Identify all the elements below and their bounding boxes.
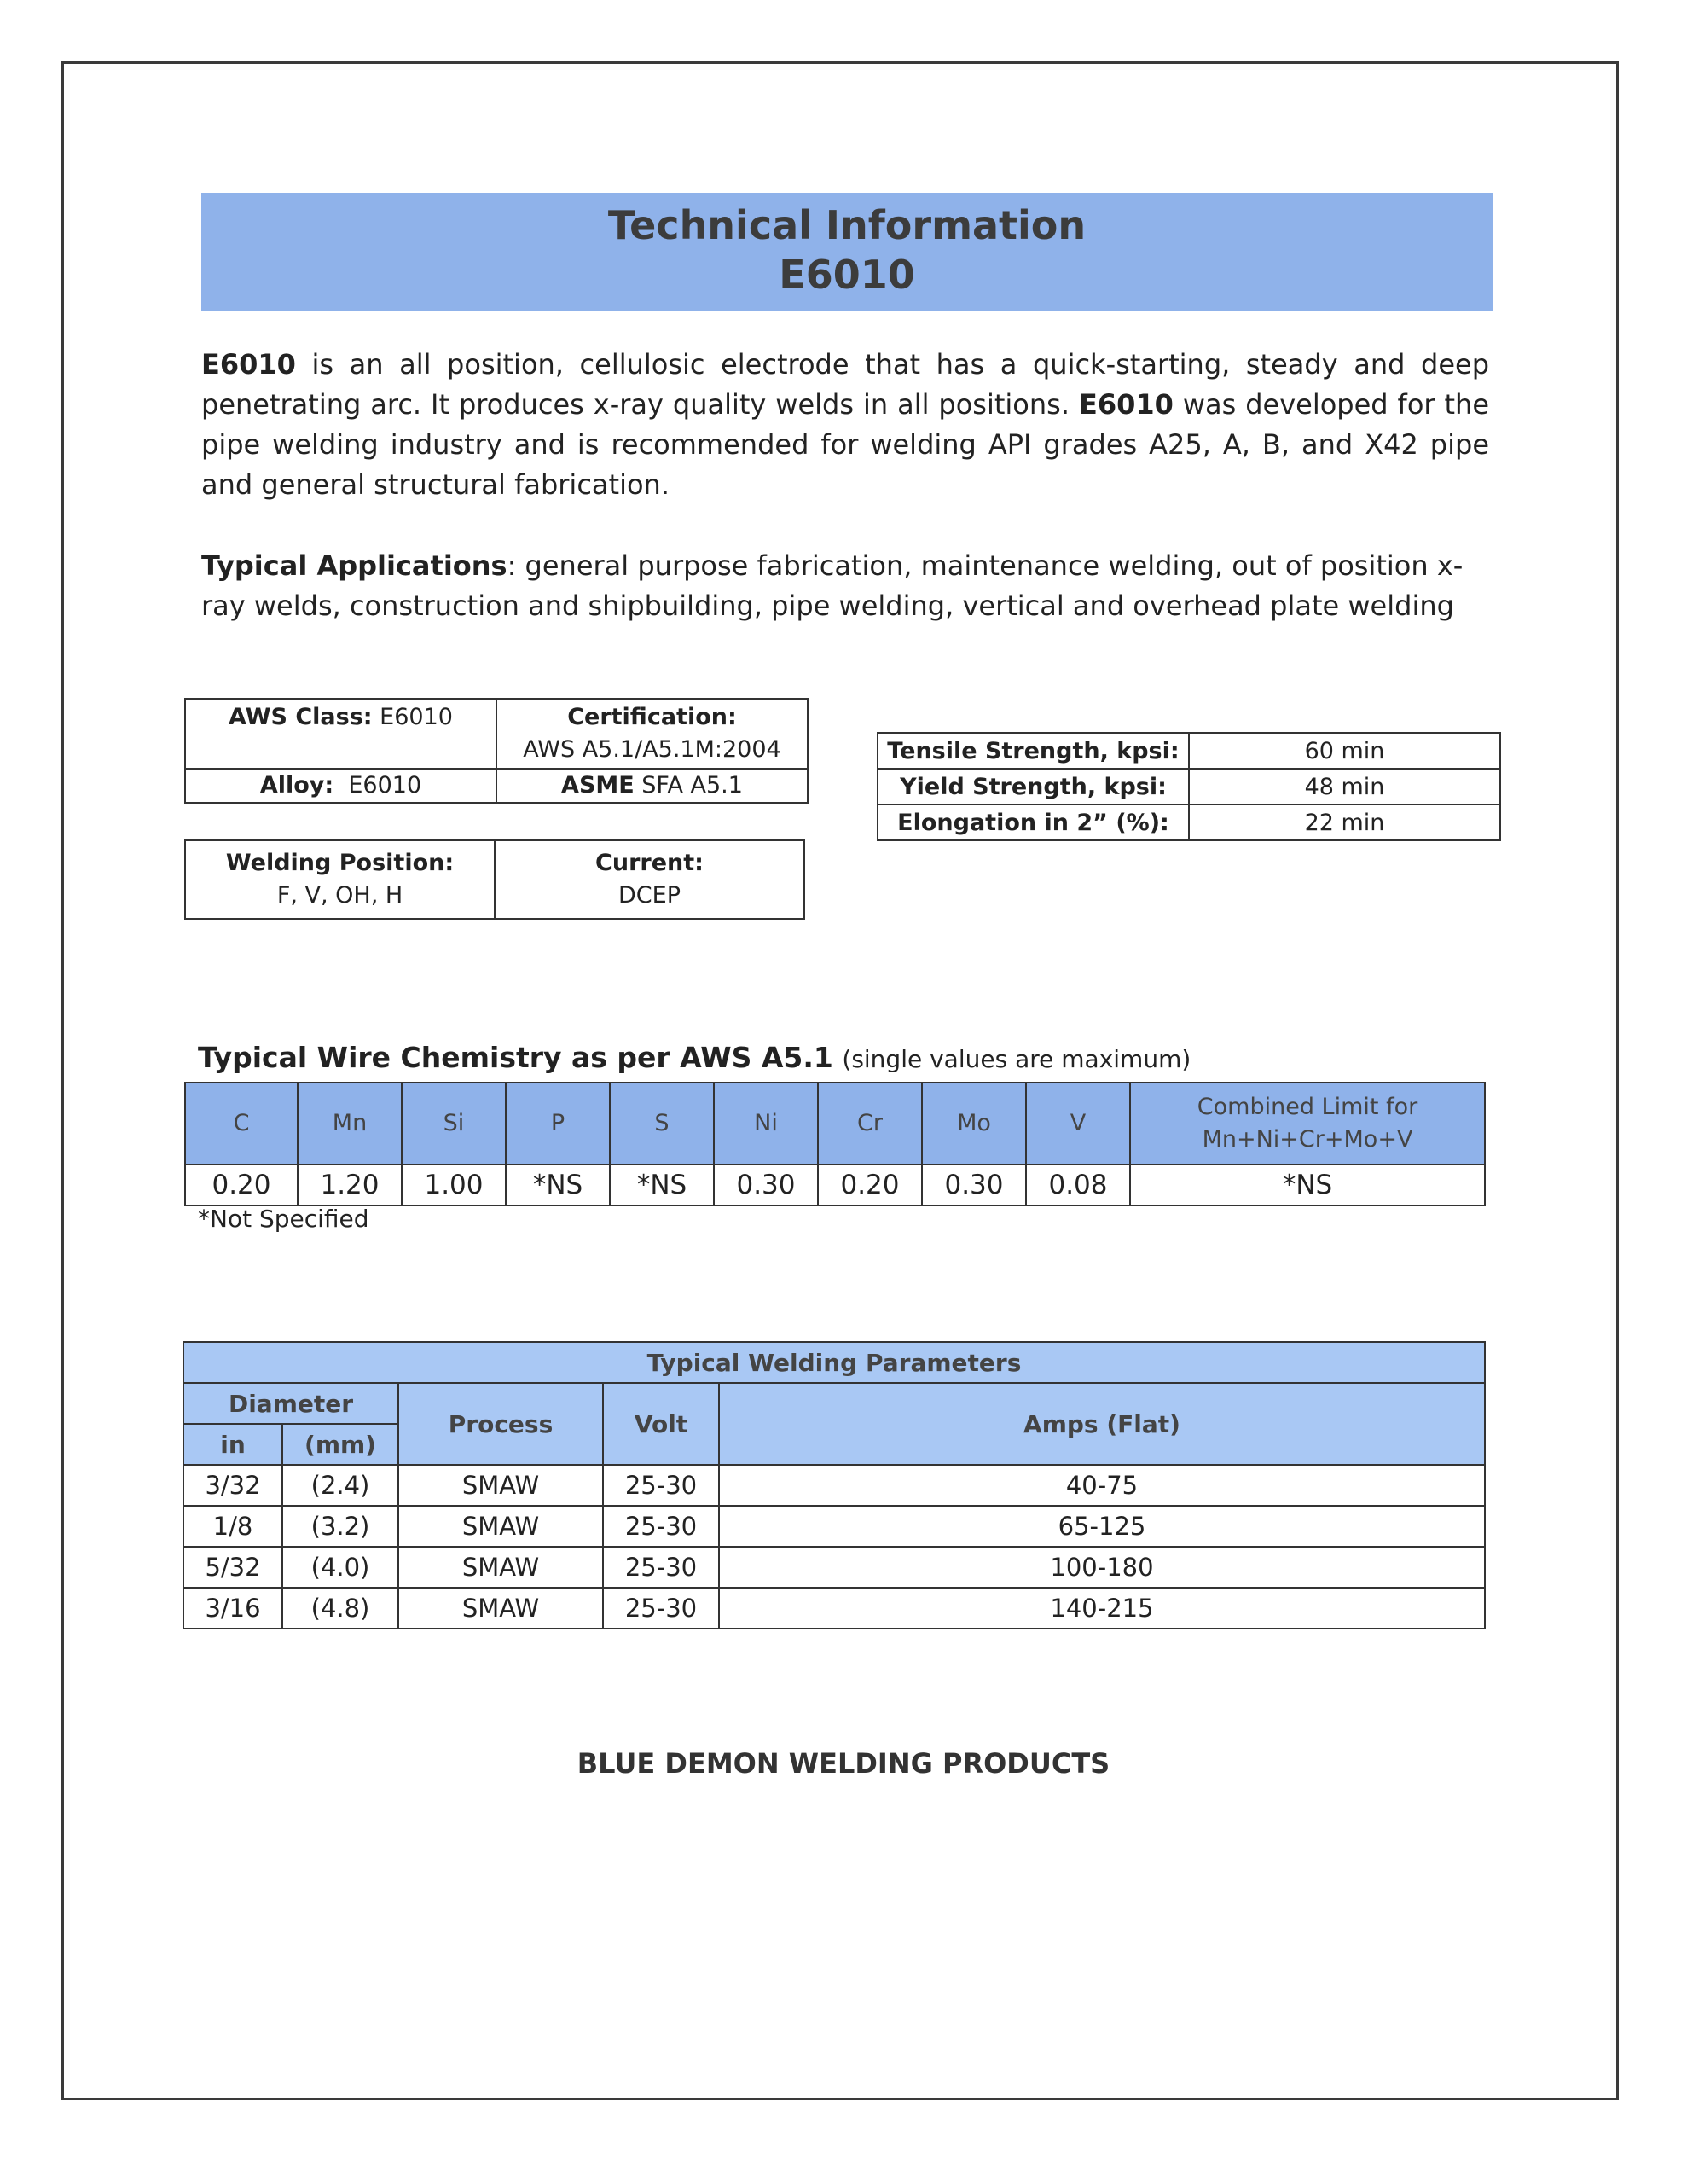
- current-label: Current:: [595, 850, 704, 876]
- process-cell: SMAW: [398, 1506, 603, 1547]
- mm-header: (mm): [282, 1424, 398, 1465]
- chemistry-value-row: [185, 1165, 1485, 1205]
- company-footer: BLUE DEMON WELDING PRODUCTS: [577, 1747, 1110, 1780]
- combined-header-line2: Mn+Ni+Cr+Mo+V: [1202, 1126, 1413, 1153]
- tensile-strength-value: 60 min: [1189, 733, 1500, 769]
- amps-cell: 65-125: [719, 1506, 1485, 1547]
- chem-header-c: C: [185, 1083, 298, 1165]
- position-table: [184, 839, 805, 920]
- chemistry-title: [198, 1041, 1191, 1074]
- applications-label: Typical Applications: [201, 549, 507, 582]
- volt-cell: 25-30: [603, 1588, 719, 1629]
- process-header: Process: [398, 1383, 603, 1465]
- elongation-value: 22 min: [1189, 804, 1500, 840]
- product-code: E6010: [779, 252, 915, 298]
- welding-parameters-table: [183, 1341, 1486, 1629]
- chem-header-mn: Mn: [298, 1083, 402, 1165]
- alloy-cell: [185, 769, 496, 803]
- table-row: [878, 733, 1500, 769]
- not-specified-note: *Not Specified: [198, 1205, 369, 1233]
- intro-paragraph: [201, 345, 1489, 505]
- diameter-mm-cell: (2.4): [282, 1465, 398, 1506]
- diameter-in-cell: 3/16: [183, 1588, 282, 1629]
- certification-value: AWS A5.1/A5.1M:2004: [523, 736, 781, 763]
- volt-cell: 25-30: [603, 1465, 719, 1506]
- applications-paragraph: [201, 546, 1489, 626]
- intro-bold-1: E6010: [201, 348, 296, 380]
- chem-value-v: 0.08: [1026, 1165, 1130, 1205]
- chem-header-si: Si: [402, 1083, 506, 1165]
- table-row: [183, 1588, 1485, 1629]
- current-value: DCEP: [618, 882, 681, 909]
- mechanical-properties-table: [877, 732, 1501, 841]
- volt-header: Volt: [603, 1383, 719, 1465]
- welding-position-cell: [185, 840, 495, 919]
- parameters-title: Typical Welding Parameters: [183, 1342, 1485, 1383]
- chemistry-subtitle: (single values are maximum): [842, 1045, 1191, 1073]
- diameter-in-cell: 5/32: [183, 1547, 282, 1588]
- amps-cell: 100-180: [719, 1547, 1485, 1588]
- chemistry-header-row: [185, 1083, 1485, 1165]
- process-cell: SMAW: [398, 1588, 603, 1629]
- welding-position-label: Welding Position:: [225, 850, 455, 876]
- process-cell: SMAW: [398, 1465, 603, 1506]
- chem-header-cr: Cr: [818, 1083, 922, 1165]
- chemistry-title-text: Typical Wire Chemistry as per AWS A5.1: [198, 1041, 833, 1074]
- table-row: [183, 1465, 1485, 1506]
- page-title: Technical Information: [607, 202, 1087, 248]
- volt-cell: 25-30: [603, 1547, 719, 1588]
- chem-value-ni: 0.30: [714, 1165, 818, 1205]
- chem-header-p: P: [506, 1083, 610, 1165]
- intro-text-2: was developed for the pipe welding industry and is recommended for welding API grades A25, A, B, and X42 pipe and general structural fabrication.: [201, 388, 1490, 501]
- chem-header-s: S: [610, 1083, 714, 1165]
- tensile-strength-label: Tensile Strength, kpsi:: [878, 733, 1189, 769]
- alloy-label: Alloy:: [259, 772, 334, 799]
- elongation-label: Elongation in 2” (%):: [878, 804, 1189, 840]
- chem-value-combined: *NS: [1130, 1165, 1485, 1205]
- chem-header-combined: [1130, 1083, 1485, 1165]
- chem-value-c: 0.20: [185, 1165, 298, 1205]
- chem-header-ni: Ni: [714, 1083, 818, 1165]
- in-header: in: [183, 1424, 282, 1465]
- asme-cell: [496, 769, 808, 803]
- chem-value-si: 1.00: [402, 1165, 506, 1205]
- asme-label: ASME: [561, 772, 635, 799]
- table-row: [878, 769, 1500, 804]
- aws-class-label: AWS Class:: [229, 704, 373, 730]
- process-cell: SMAW: [398, 1547, 603, 1588]
- diameter-mm-cell: (3.2): [282, 1506, 398, 1547]
- alloy-value: E6010: [333, 772, 422, 799]
- amps-cell: 40-75: [719, 1465, 1485, 1506]
- chem-value-cr: 0.20: [818, 1165, 922, 1205]
- class-table: [184, 698, 809, 804]
- chemistry-table: [184, 1082, 1486, 1206]
- title-banner: [201, 193, 1493, 311]
- intro-bold-2: E6010: [1078, 388, 1174, 421]
- table-row: [878, 804, 1500, 840]
- diameter-in-cell: 3/32: [183, 1465, 282, 1506]
- chem-value-mn: 1.20: [298, 1165, 402, 1205]
- current-cell: [495, 840, 804, 919]
- diameter-mm-cell: (4.8): [282, 1588, 398, 1629]
- chem-header-mo: Mo: [922, 1083, 1026, 1165]
- amps-cell: 140-215: [719, 1588, 1485, 1629]
- table-row: [183, 1547, 1485, 1588]
- asme-value: SFA A5.1: [634, 772, 743, 799]
- aws-class-cell: [185, 699, 496, 769]
- table-row: [183, 1506, 1485, 1547]
- aws-class-value: E6010: [372, 704, 453, 730]
- intro-text-1: is an all position, cellulosic electrode that has a quick-starting, steady and deep penetrating arc. It produces x-ray quality welds in all positions.: [201, 348, 1489, 421]
- chem-value-p: *NS: [506, 1165, 610, 1205]
- welding-position-value: F, V, OH, H: [276, 882, 403, 909]
- diameter-header: Diameter: [183, 1383, 398, 1424]
- amps-header: Amps (Flat): [719, 1383, 1485, 1465]
- certification-cell: [496, 699, 808, 769]
- chem-value-mo: 0.30: [922, 1165, 1026, 1205]
- combined-header-line1: Combined Limit for: [1197, 1094, 1418, 1120]
- certification-label: Certification:: [567, 704, 737, 730]
- volt-cell: 25-30: [603, 1506, 719, 1547]
- yield-strength-value: 48 min: [1189, 769, 1500, 804]
- chem-header-v: V: [1026, 1083, 1130, 1165]
- chem-value-s: *NS: [610, 1165, 714, 1205]
- yield-strength-label: Yield Strength, kpsi:: [878, 769, 1189, 804]
- diameter-mm-cell: (4.0): [282, 1547, 398, 1588]
- diameter-in-cell: 1/8: [183, 1506, 282, 1547]
- applications-text: : general purpose fabrication, maintenance welding, out of position x-ray welds, construction and shipbuilding, pipe welding, vertical and overhead plate welding: [201, 549, 1464, 622]
